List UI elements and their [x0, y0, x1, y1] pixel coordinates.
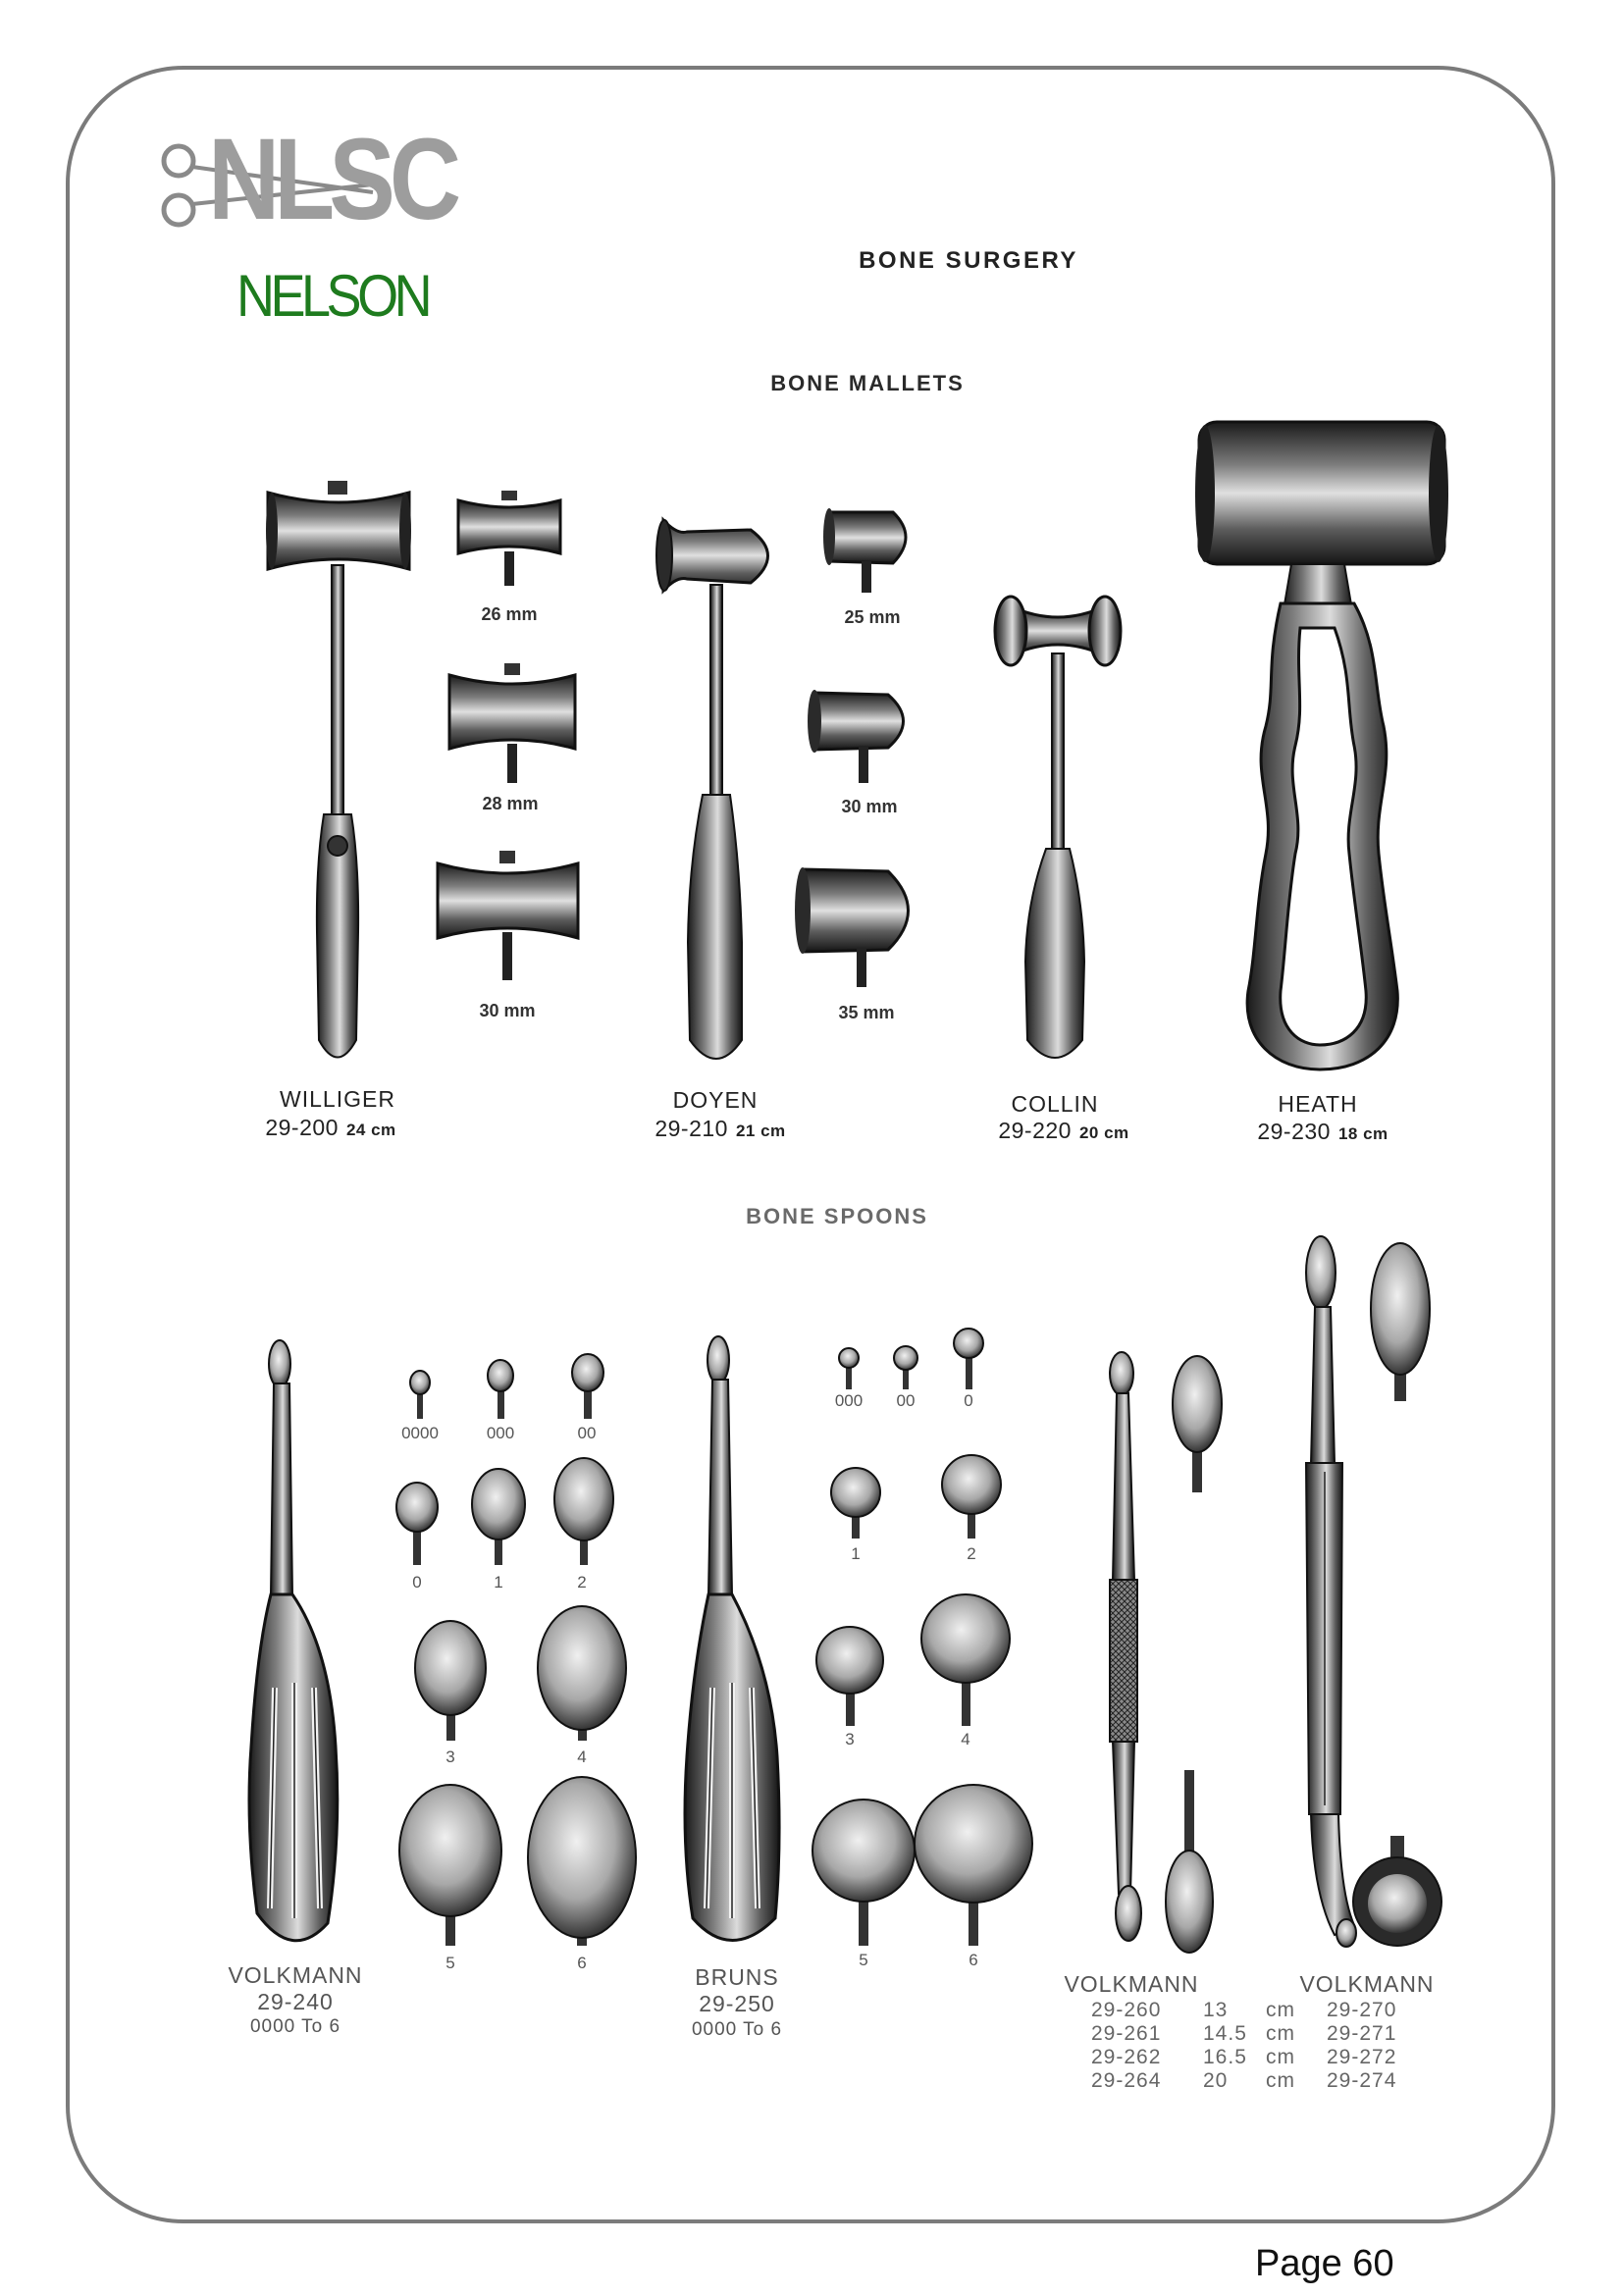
table-cell-code: 29-260 — [1091, 1999, 1162, 2021]
table-cell-length: 14.5 — [1203, 2022, 1247, 2045]
spoon-size-label: 0 — [412, 1573, 422, 1592]
doyen-name: DOYEN — [672, 1087, 759, 1113]
volkmann-double-spoon-illustration — [1110, 1352, 1222, 1953]
logo-letters: NLSC — [208, 115, 456, 244]
spoon-size-label: 1 — [851, 1544, 861, 1563]
table-cell-code: 29-270 — [1327, 1999, 1397, 2021]
product-size: 20 cm — [1078, 1123, 1129, 1142]
volkmann-double-name: VOLKMANN — [1064, 1971, 1199, 1997]
table-cell-code: 29-262 — [1091, 2046, 1162, 2068]
volkmann-spoon-tips — [396, 1354, 636, 1946]
spoons-section-title: BONE SPOONS — [746, 1204, 928, 1228]
product-code: 29-230 — [1257, 1119, 1331, 1144]
spoon-size-label: 6 — [577, 1954, 587, 1972]
volkmann-size-range: 0000 To 6 — [249, 2016, 341, 2037]
heath-code — [1257, 1121, 1388, 1143]
table-cell-unit: cm — [1266, 2046, 1295, 2068]
table-cell-length: 16.5 — [1203, 2046, 1247, 2068]
page-heading: BONE SURGERY — [859, 247, 1078, 274]
bruns-name: BRUNS — [695, 1964, 779, 1990]
volkmann-curved-spoon-illustration — [1306, 1236, 1441, 1947]
doyen-head-25mm — [823, 508, 906, 593]
table-cell-length: 13 — [1203, 1999, 1229, 2021]
doyen-mallet-illustration — [656, 520, 768, 1059]
williger-head-label: 28 mm — [482, 794, 539, 813]
product-size: 24 cm — [345, 1121, 396, 1139]
page-number: Page 60 — [1255, 2243, 1394, 2284]
heath-mallet-illustration — [1195, 422, 1448, 1070]
volkmann-curved-name: VOLKMANN — [1299, 1971, 1435, 1997]
spoon-size-label: 3 — [845, 1730, 855, 1748]
spoon-size-label: 5 — [859, 1951, 868, 1969]
table-cell-unit: cm — [1266, 2022, 1295, 2045]
volkmann-name: VOLKMANN — [228, 1962, 363, 1988]
collin-mallet-illustration — [995, 597, 1121, 1058]
williger-head-label: 26 mm — [481, 604, 538, 624]
spoon-size-label: 1 — [494, 1573, 503, 1592]
volkmann-spoon-handle-illustration — [249, 1340, 338, 1941]
bruns-spoon-tips — [812, 1329, 1032, 1946]
product-code: 29-210 — [655, 1116, 728, 1141]
bruns-code: 29-250 — [699, 1991, 775, 2016]
spoon-size-label: 2 — [577, 1573, 587, 1592]
table-cell-length: 20 — [1203, 2069, 1229, 2092]
bruns-spoon-handle-illustration — [685, 1336, 779, 1941]
doyen-head-label: 30 mm — [841, 797, 898, 816]
spoon-size-label: 00 — [896, 1391, 916, 1410]
table-cell-code: 29-261 — [1091, 2022, 1162, 2045]
spoon-size-label: 5 — [445, 1954, 455, 1972]
table-cell-unit: cm — [1266, 1999, 1295, 2021]
spoon-size-label: 000 — [834, 1391, 864, 1410]
table-cell-code: 29-264 — [1091, 2069, 1162, 2092]
doyen-code — [655, 1118, 785, 1140]
volkmann-code: 29-240 — [257, 1989, 334, 2014]
spoon-size-label: 0 — [964, 1391, 973, 1410]
doyen-head-label: 25 mm — [844, 607, 901, 627]
spoon-size-label: 00 — [577, 1424, 597, 1442]
spoon-size-label: 4 — [577, 1748, 587, 1766]
table-cell-unit: cm — [1266, 2069, 1295, 2092]
williger-mallet-illustration — [266, 481, 411, 1058]
product-size: 21 cm — [735, 1122, 786, 1140]
product-size: 18 cm — [1337, 1124, 1388, 1143]
williger-head-30mm — [438, 851, 578, 980]
spoon-size-label: 6 — [969, 1951, 978, 1969]
table-cell-code: 29-274 — [1327, 2069, 1397, 2092]
williger-code — [265, 1117, 395, 1139]
williger-head-26mm — [458, 491, 560, 586]
williger-name: WILLIGER — [280, 1086, 395, 1112]
heath-name: HEATH — [1278, 1091, 1358, 1117]
product-code: 29-220 — [998, 1118, 1072, 1143]
logo-brand-name: NELSON — [236, 263, 429, 329]
spoon-size-label: 000 — [486, 1424, 515, 1442]
spoon-size-label: 0000 — [401, 1424, 439, 1442]
table-cell-code: 29-272 — [1327, 2046, 1397, 2068]
williger-head-28mm — [449, 663, 575, 783]
spoon-size-label: 2 — [967, 1544, 976, 1563]
collin-name: COLLIN — [1011, 1091, 1099, 1117]
spoon-size-label: 3 — [445, 1748, 455, 1766]
williger-head-label: 30 mm — [479, 1001, 536, 1020]
product-code: 29-200 — [265, 1115, 339, 1140]
bruns-size-range: 0000 To 6 — [691, 2019, 783, 2040]
table-cell-code: 29-271 — [1327, 2022, 1397, 2045]
doyen-head-label: 35 mm — [838, 1003, 895, 1022]
spoon-size-label: 4 — [961, 1730, 970, 1748]
doyen-head-35mm — [795, 867, 909, 987]
collin-code — [998, 1120, 1128, 1142]
mallets-section-title: BONE MALLETS — [770, 371, 965, 395]
doyen-head-30mm — [808, 690, 904, 783]
